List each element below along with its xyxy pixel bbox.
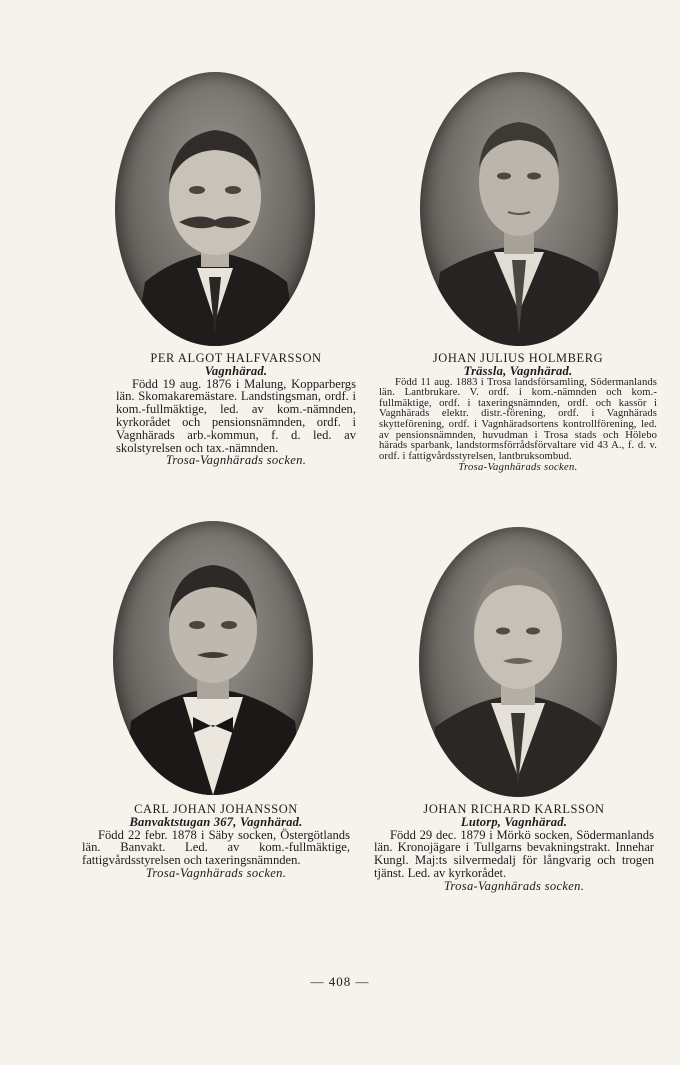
biography-text: Född 22 febr. 1878 i Säby socken, Östergötlands län. Banvakt. Led. av kom.-fullmäktige, fattigvårdsstyrelsen och taxeringsnämnden. [82, 827, 350, 868]
portrait-johan-richard-karlsson [419, 527, 617, 797]
biography-text: Född 11 aug. 1883 i Trosa landsförsamling, Södermanlands län. Lantbrukare. V. ordf. i kom.-nämnden och kom.-fullmäktige, ordf. i taxeringsnämnden, ordf. och kassör i Vagnhärads elektr. distr.-förening, ordf. i Vagnhärads skytteförening, ordf. i Vagnhäradsortens kontrollförening, led. av pensionsnämnden, huvudman i Trosa stads och Hölebo härads sparbank, landstormsförrådsförvaltare vid 43 A., f. d. v. ordf. i fattigvårdsstyrelsen, lantbruksombud. [379, 376, 657, 462]
parish: Trosa-Vagnhärads socken. [165, 453, 307, 468]
portrait-photo [113, 521, 313, 795]
residence: Vagnhärad. [204, 363, 268, 378]
biography-text: Född 29 dec. 1879 i Mörkö socken, Södermanlands län. Kronojägare i Tullgarns bevakningstrakt. Innehar Kungl. Maj:ts silvermedalj för långvarig och trogen tjänst. Led. av kyrkorådet. [374, 827, 654, 880]
portrait-per-algot-halfvarsson [115, 72, 315, 346]
biography-entry [379, 352, 657, 473]
person-name: PER ALGOT HALFVARSSON [150, 351, 322, 365]
portrait-photo [420, 72, 618, 346]
residence: Trässla, Vagnhärad. [463, 363, 573, 378]
portrait-photo [115, 72, 315, 346]
person-name: JOHAN JULIUS HOLMBERG [432, 351, 604, 365]
biography-text: Född 19 aug. 1876 i Malung, Kopparbergs län. Skomakaremästare. Landstingsman, ordf. i kom.-fullmäktige, led. av kom.-nämnden, kyrkorådet och pensionsnämnden, ordf. i Vagnhärads arb.-kommun, f. d. led. av skolstyrelsen och tax.-nämnden. [116, 376, 356, 455]
person-name: JOHAN RICHARD KARLSSON [423, 802, 605, 816]
parish: Trosa-Vagnhärads socken. [145, 865, 287, 880]
page-number: — 408 — [310, 974, 370, 989]
biography-entry [82, 803, 350, 880]
portrait-photo [419, 527, 617, 797]
parish: Trosa-Vagnhärads socken. [443, 878, 585, 893]
person-name: CARL JOHAN JOHANSSON [134, 802, 298, 816]
portrait-carl-johan-johansson [113, 521, 313, 795]
biography-entry [374, 803, 654, 893]
biography-entry [116, 352, 356, 467]
portrait-johan-julius-holmberg [420, 72, 618, 346]
residence: Lutorp, Vagnhärad. [460, 814, 568, 829]
residence: Banvaktstugan 367, Vagnhärad. [129, 814, 303, 829]
parish: Trosa-Vagnhärads socken. [458, 462, 578, 474]
